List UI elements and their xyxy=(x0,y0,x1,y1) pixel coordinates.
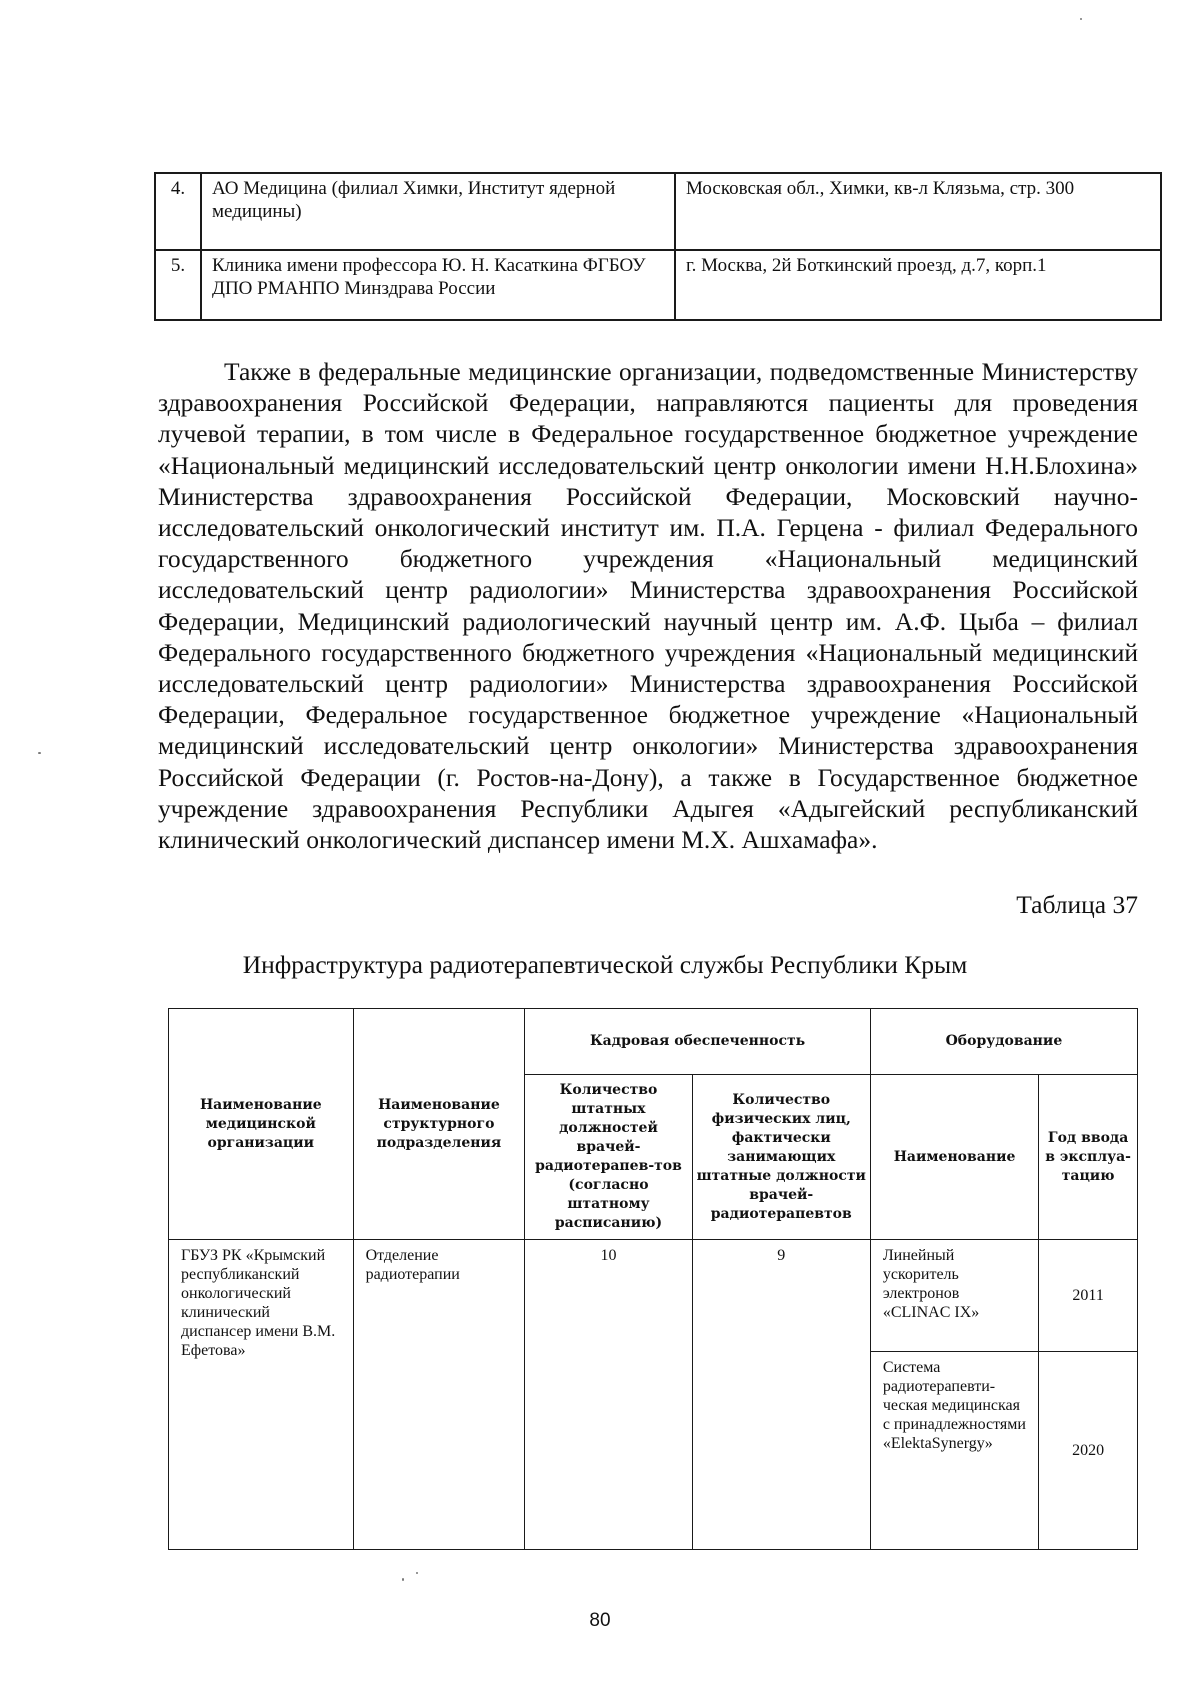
row-number: 5. xyxy=(155,250,201,320)
equipment-name-cell: Линейный ускоритель электронов «CLINAC IX» xyxy=(870,1240,1038,1352)
top-table xyxy=(154,172,1162,321)
header-equipment-name: Наименование xyxy=(870,1075,1038,1240)
org-cell: ГБУЗ РК «Крымский республиканский онкологический клинический диспансер имени В.М. Ефетова» xyxy=(169,1240,354,1550)
table-number: Таблица 37 xyxy=(1016,890,1138,919)
header-staff-positions: Количество штатных должностей врачей-радиотерапев-тов (согласно штатному расписанию) xyxy=(525,1075,692,1240)
organization-cell: АО Медицина (филиал Химки, Институт ядерной медицины) xyxy=(201,173,675,250)
address-cell: Московская обл., Химки, кв-л Клязьма, стр. 300 xyxy=(675,173,1161,250)
table-row xyxy=(155,173,1161,250)
staff-positions-cell: 10 xyxy=(525,1240,692,1550)
table-row xyxy=(155,250,1161,320)
header-org-name: Наименование медицинской организации xyxy=(169,1009,354,1240)
equipment-name-cell: Система радиотерапевти-ческая медицинская с принадлежностями «ElektaSynergy» xyxy=(870,1352,1038,1550)
equipment-year-cell: 2011 xyxy=(1039,1240,1138,1352)
unit-cell: Отделение радиотерапии xyxy=(353,1240,525,1550)
header-staff-persons: Количество физических лиц, фактически занимающих штатные должности врачей-радиотерапевтов xyxy=(692,1075,870,1240)
header-row xyxy=(169,1009,1138,1075)
header-equipment: Оборудование xyxy=(870,1009,1137,1075)
infrastructure-table xyxy=(168,1008,1138,1550)
header-unit-name: Наименование структурного подразделения xyxy=(353,1009,525,1240)
scan-speck xyxy=(402,1578,404,1581)
table-title: Инфраструктура радиотерапевтической службы Республики Крым xyxy=(242,950,968,979)
table-row xyxy=(169,1240,1138,1352)
staff-persons-cell: 9 xyxy=(692,1240,870,1550)
scan-speck xyxy=(416,1572,418,1574)
page-number: 80 xyxy=(589,1610,611,1631)
body-paragraph: Также в федеральные медицинские организации, подведомственные Министерству здравоохранения Российской Федерации, направляются пациенты для проведения лучевой терапии, в том числе в Федеральное государственное бюджетное учреждение «Национальный медицинский исследовательский центр онкологии имени Н.Н.Блохина» Министерства здравоохранения Российской Федерации, Московский научно-исследовательский онкологический институт им. П.А. Герцена - филиал Федерального государственного бюджетного учреждения «Национальный медицинский исследовательский центр радиологии» Министерства здравоохранения Российской Федерации, Медицинский радиологический научный центр им. А.Ф. Цыба – филиал Федерального государственного бюджетного учреждения «Национальный медицинский исследовательский центр радиологии» Министерства здравоохранения Российской Федерации, Федеральное государственное бюджетное учреждение «Национальный медицинский исследовательский центр онкологии» Министерства здравоохранения Российской Федерации (г. Ростов-на-Дону), а также в Государственное бюджетное учреждение здравоохранения Республики Адыгея «Адыгейский республиканский клинический онкологический диспансер имени М.Х. Ашхамафа». xyxy=(158,357,1138,855)
scan-speck xyxy=(1080,18,1082,20)
header-equipment-year: Год ввода в эксплуа-тацию xyxy=(1039,1075,1138,1240)
organization-cell: Клиника имени профессора Ю. Н. Касаткина ФГБОУ ДПО РМАНПО Минздрава России xyxy=(201,250,675,320)
scan-speck xyxy=(38,752,41,754)
row-number: 4. xyxy=(155,173,201,250)
address-cell: г. Москва, 2й Боткинский проезд, д.7, корп.1 xyxy=(675,250,1161,320)
equipment-year-cell: 2020 xyxy=(1039,1352,1138,1550)
header-staffing: Кадровая обеспеченность xyxy=(525,1009,871,1075)
